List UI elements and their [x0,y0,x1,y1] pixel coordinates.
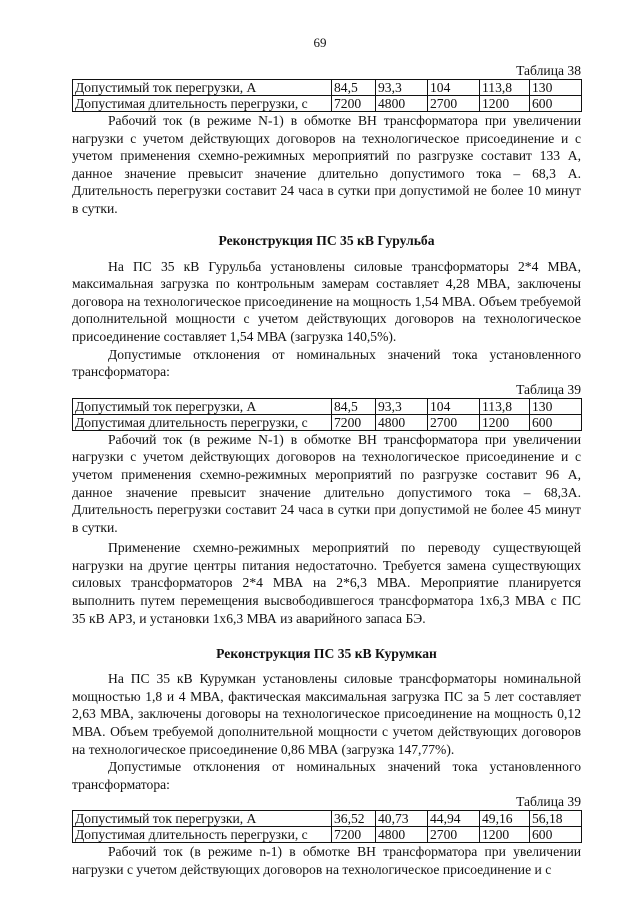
table-cell: Допустимая длительность перегрузки, с [73,827,332,843]
table-cell: Допустимый ток перегрузки, А [73,811,332,827]
table-cell: Допустимая длительность перегрузки, с [73,96,332,112]
table-cell: 93,3 [376,398,428,414]
overload-table-38 [72,79,582,112]
table-cell: 4800 [376,96,428,112]
table-cell: 104 [428,80,480,96]
table-cell: 130 [530,80,582,96]
table-39b-caption: Таблица 39 [516,794,581,810]
table-cell: 84,5 [332,398,376,414]
table-cell: 44,94 [428,811,480,827]
table-cell: 130 [530,398,582,414]
paragraph-deviations-1: Допустимые отклонения от номинальных значений тока установленного трансформатора: [72,346,581,380]
paragraph-transformer-replacement: Применение схемно-режимных мероприятий по переводу существующей нагрузки на другие центры питания недостаточно. Требуется замена существующих силовых трансформаторов 2*4 МВА на 2*6,3 МВА. Мероприятие планируется выполнить путем перемещения высвободившегося трансформатора 1х6,3 МВА с ПС 35 кВ АРЗ, и установки 1х6,3 МВА из аварийного запаса БЭ. [72,540,581,626]
table-row [73,827,582,843]
table-row [73,811,582,827]
table-cell: 1200 [480,414,530,430]
section-heading-kurumkan: Реконструкция ПС 35 кВ Курумкан [216,646,437,662]
paragraph-kurumkan-load: На ПС 35 кВ Курумкан установлены силовые трансформаторы номинальной мощностью 1,8 и 4 МВА, фактическая максимальная загрузка ПС за 5 лет составляет 2,63 МВА, заключены договоры на технологическое присоединение на мощность 0,12 МВА. Объем требуемой дополнительной мощности с учетом действующих договоров на технологическое присоединение 0,86 МВА (загрузка 147,77%). [72,671,581,757]
table-cell: 36,52 [332,811,376,827]
table-cell: 7200 [332,414,376,430]
paragraph-working-current-3: Рабочий ток (в режиме n-1) в обмотке ВН трансформатора при увеличении нагрузки с учетом действующих договоров на технологическое присоединение и с [72,844,581,877]
table-cell: 113,8 [480,80,530,96]
table-cell: 49,16 [480,811,530,827]
table-cell: 56,18 [530,811,582,827]
table-cell: 4800 [376,414,428,430]
table-cell: Допустимая длительность перегрузки, с [73,414,332,430]
table-cell: Допустимый ток перегрузки, А [73,80,332,96]
table-39-caption: Таблица 39 [516,381,581,397]
paragraph-gurulba-load: На ПС 35 кВ Гурульба установлены силовые трансформаторы 2*4 МВА, максимальная загрузка по контрольным замерам составляет 4,28 МВА, заключены договора на технологическое присоединение на мощность 1,54 МВА. Объем требуемой дополнительной мощности с учетом действующих договоров на технологическое присоединение составляет 1,54 МВА (загрузка 140,5%). [72,258,581,344]
page-content [72,62,581,879]
table-cell: 600 [530,827,582,843]
table-cell: 1200 [480,96,530,112]
paragraph-deviations-2: Допустимые отклонения от номинальных значений тока установленного трансформатора: [72,759,581,792]
table-cell: 84,5 [332,80,376,96]
overload-table-39b [72,810,582,843]
table-row [73,414,582,430]
paragraph-working-current-2: Рабочий ток (в режиме N-1) в обмотке ВН трансформатора при увеличении нагрузки с учетом действующих договоров на технологическое присоединение и с учетом применения схемно-режимных мероприятий по разгрузке составит 96 А, данное значение превысит значение длительно допустимого тока – 68,3А. Длительность перегрузки составит 24 часа в сутки при допустимой не более 45 минут в сутки. [72,431,581,535]
table-cell: 113,8 [480,398,530,414]
table-cell: 93,3 [376,80,428,96]
table-cell: 2700 [428,414,480,430]
overload-table-39 [72,398,582,431]
paragraph-working-current-1: Рабочий ток (в режиме N-1) в обмотке ВН трансформатора при увеличении нагрузки с учетом действующих договоров на технологическое присоединение и с учетом применения схемно-режимных мероприятий по разгрузке составит 133 А, данное значение превысит значение длительно допустимого тока – 68,3 А. Длительность перегрузки составит 24 часа в сутки при допустимой не более 10 минут в сутки. [72,113,581,216]
table-cell: 2700 [428,827,480,843]
page-number: 69 [313,35,327,50]
section-heading-gurulba: Реконструкция ПС 35 кВ Гурульба [218,232,435,248]
table-cell: 600 [530,96,582,112]
table-cell: 1200 [480,827,530,843]
table-cell: Допустимый ток перегрузки, А [73,398,332,414]
table-38-caption: Таблица 38 [516,63,581,78]
table-cell: 7200 [332,827,376,843]
table-row [73,398,582,414]
table-cell: 4800 [376,827,428,843]
table-row [73,80,582,96]
table-row [73,96,582,112]
table-cell: 40,73 [376,811,428,827]
table-cell: 104 [428,398,480,414]
table-cell: 7200 [332,96,376,112]
table-cell: 600 [530,414,582,430]
table-cell: 2700 [428,96,480,112]
